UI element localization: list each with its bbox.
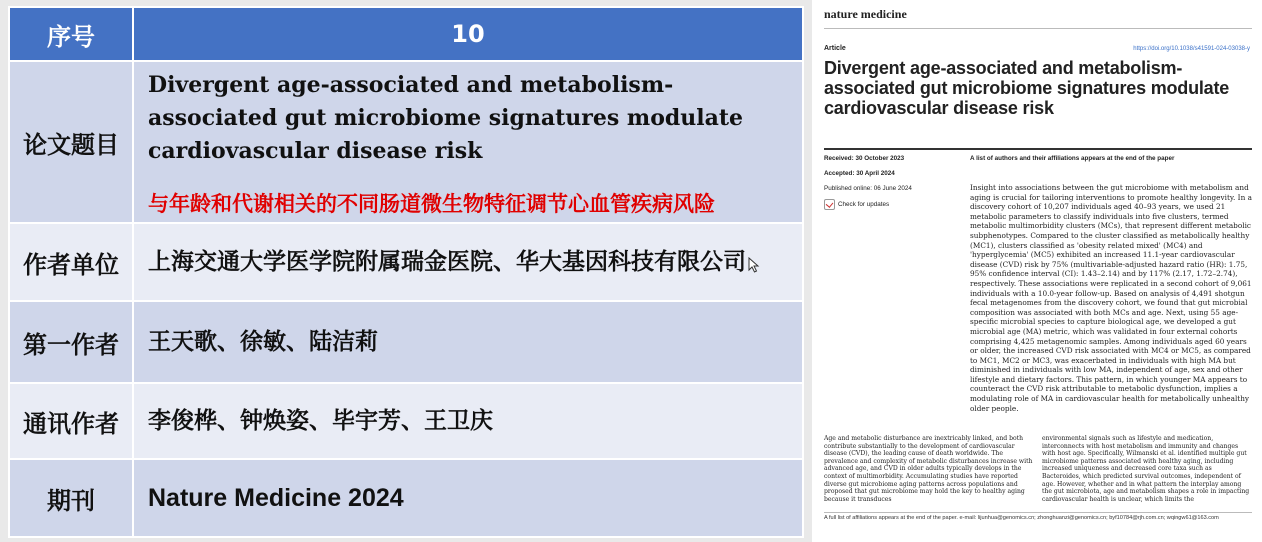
abstract-text: Insight into associations between the gut microbiome with metabolism and aging is crucial for tailoring interventions to promote healthy longevity. In a discovery cohort of 10,207 individuals aged 40–93 years, we used 21 metabolic parameters to classify individuals into five clusters, termed metabolic multimorbidity clusters (MCs), that represent different metabolic subphenotypes. Compared to the cluster classified as metabolically healthy (MC1), clusters classified as 'obesity related mixed' (MC4) and 'hyperglycemia' (MC5) exhibited an increased 11.1-year cardiovascular disease (CVD) risk by 75% (multivariable-adjusted hazard ratio (HR): 1.75, 95% confidence interval (CI): 1.43–2.14) and by 117% (2.17, 1.72–2.74), respectively. These associations were replicated in a second cohort of 9,061 individuals with a 10.0-year follow-up. Based on analysis of 4,491 shotgun fecal metagenomes from the discovery cohort, we found that gut microbial composition was associated with both MCs and age. Next, using 55 age-specific microbial species to capture biological age, we developed a gut microbial age (MA) metric, which was validated in four external cohorts comprising 4,425 metagenomic samples. Among individuals aged 60 years or older, the increased CVD risk associated with MC4 or MC5, as compared to MC1, MC2 or MC3, was exacerbated in individuals with high MA but diminished in individuals with low MA, independent of age, sex and other lifestyle and dietary factors. This pattern, in which younger MA appears to counteract the CVD risk attributable to metabolic dysfunction, implies a modulating role of MA in cardiovascular health for metabolically unhealthy older people. (970, 183, 1252, 413)
check-updates-icon (824, 199, 835, 210)
header-divider (824, 28, 1252, 29)
row-first-author (9, 301, 803, 383)
row-label-corresponding: 通讯作者 (9, 383, 133, 459)
paper-title-en: Divergent age-associated and metabolism-associated gut microbiome signatures modulate cardiovascular disease risk (148, 71, 744, 164)
row-label-title: 论文题目 (9, 61, 133, 223)
footer-divider (824, 512, 1252, 513)
authors-note: A list of authors and their affiliations appears at the end of the paper (970, 155, 1175, 162)
body-column-right: environmental signals such as lifestyle and medication, interconnects with host metabolism and immunity and changes with host age. Specifically, Wilmanski et al. identified multiple gut microbiome patterns associated with healthy aging, including increased uniqueness and decreased core taxa such as Bacteroides, which predicted survival outcomes, independent of age. However, whether and in what pattern the interplay among the gut microbiota, age and metabolism shapes a role in impacting cardiovascular health is unclear, which limits the (1042, 435, 1250, 503)
paper-info-table (8, 6, 804, 538)
journal-brand: nature medicine (824, 7, 907, 21)
paper-first-page (812, 0, 1262, 542)
header-value: 10 (133, 7, 803, 61)
journal-text: Nature Medicine 2024 (133, 459, 803, 537)
check-for-updates[interactable] (824, 199, 889, 210)
row-value-affiliation (133, 223, 803, 301)
first-author-text: 王天歌、徐敏、陆洁莉 (133, 301, 803, 383)
body-column-left: Age and metabolic disturbance are inextricably linked, and both contribute substantially to the development of cardiovascular disease (CVD), the leading cause of death worldwide. The prevalence and complexity of metabolic disturbances increase with advanced age, and CVD in older adults typically develops in the context of multimorbidity. Accumulating studies have reported diverse gut microbiome aging patterns across populations and proposed that gut microbiome may hold the key to healthy aging because it transduces (824, 435, 1033, 503)
check-updates-label: Check for updates (838, 201, 890, 208)
mouse-cursor-icon (748, 257, 760, 273)
article-type: Article (824, 45, 846, 52)
row-label-affiliation: 作者单位 (9, 223, 133, 301)
affiliation-text: 上海交通大学医学院附属瑞金医院、华大基因科技有限公司 (148, 249, 746, 275)
accepted-date: Accepted: 30 April 2024 (824, 170, 895, 177)
row-journal (9, 459, 803, 537)
received-date: Received: 30 October 2023 (824, 155, 905, 162)
paper-title-cn: 与年龄和代谢相关的不同肠道微生物特征调节心血管疾病风险 (148, 191, 715, 216)
row-label-journal: 期刊 (9, 459, 133, 537)
paper-title: Divergent age-associated and metabolism-associated gut microbiome signatures modulate cardiovascular disease risk (824, 58, 1230, 118)
header-label: 序号 (9, 7, 133, 61)
row-value-title (133, 61, 803, 223)
doi-link[interactable]: https://doi.org/10.1038/s41591-024-03038-y (1133, 46, 1250, 52)
corresponding-author-text: 李俊桦、钟焕姿、毕宇芳、王卫庆 (133, 383, 803, 459)
row-corresponding (9, 383, 803, 459)
row-affiliation (9, 223, 803, 301)
published-date: Published online: 06 June 2024 (824, 185, 912, 192)
table-header-row (9, 7, 803, 61)
row-label-first-author: 第一作者 (9, 301, 133, 383)
footer-note: A full list of affiliations appears at the end of the paper. e-mail: lijunhua@genomics.cn; zhonghuanzi@genomics.cn; byf10784@rjh.com.cn; wqingw61@163.com (824, 515, 1219, 521)
title-divider (824, 148, 1252, 150)
row-title (9, 61, 803, 223)
